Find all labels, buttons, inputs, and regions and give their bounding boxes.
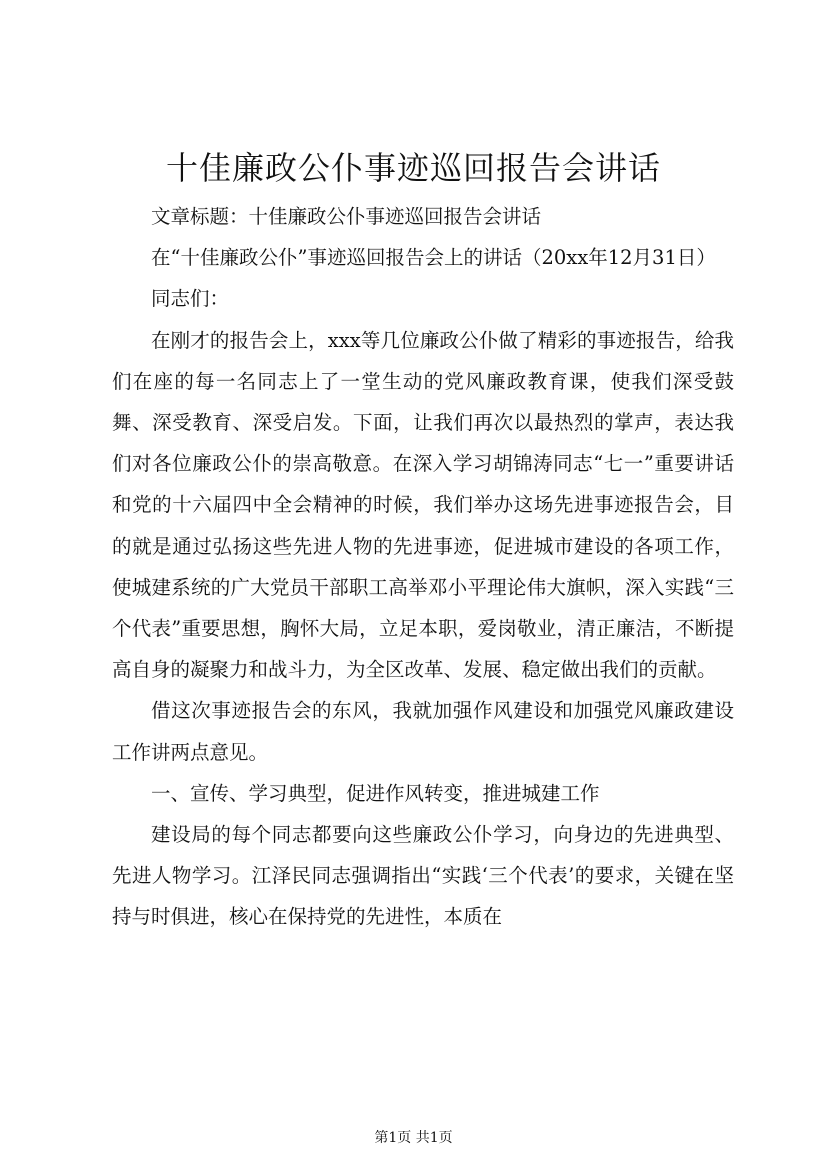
page-footer: 第1页 共1页 bbox=[374, 1130, 453, 1146]
article-title-line: 文章标题：十佳廉政公仆事迹巡回报告会讲话 bbox=[151, 205, 542, 228]
body-paragraph: 建设局的每个同志都要向这些廉政公仆学习，向身边的先进典型、先进人物学习。江泽民同志强调指出“实践‘三个代表’的要求，关键在坚持与时俱进，核心在保持党的先进性，本质在 bbox=[112, 823, 734, 929]
document-title: 十佳廉政公仆事迹巡回报告会讲话 bbox=[165, 149, 661, 187]
speech-heading: 在“十佳廉政公仆”事迹巡回报告会上的讲话（20xx年12月31日） bbox=[151, 246, 716, 270]
document-body bbox=[112, 196, 734, 938]
body-paragraph: 借这次事迹报告会的东风，我就加强作风建设和加强党风廉政建设工作讲两点意见。 bbox=[112, 699, 734, 764]
body-paragraph: 在刚才的报告会上，xxx等几位廉政公仆做了精彩的事迹报告，给我们在座的每一名同志上了一堂生动的党风廉政教育课，使我们深受鼓舞、深受教育、深受启发。下面，让我们再次以最热烈的掌声，表达我们对各位廉政公仆的崇高敬意。在深入学习胡锦涛同志“七一”重要讲话和党的十六届四中全会精神的时候，我们举办这场先进事迹报告会，目的就是通过弘扬这些先进人物的先进事迹，促进城市建设的各项工作，使城建系统的广大党员干部职工高举邓小平理论伟大旗帜，深入实践“三个代表”重要思想，胸怀大局，立足本职，爱岗敬业，清正廉洁，不断提高自身的凝聚力和战斗力，为全区改革、发展、稳定做出我们的贡献。 bbox=[112, 328, 734, 682]
salutation: 同志们： bbox=[151, 287, 230, 311]
section-heading: 一、宣传、学习典型，促进作风转变，推进城建工作 bbox=[151, 781, 600, 805]
